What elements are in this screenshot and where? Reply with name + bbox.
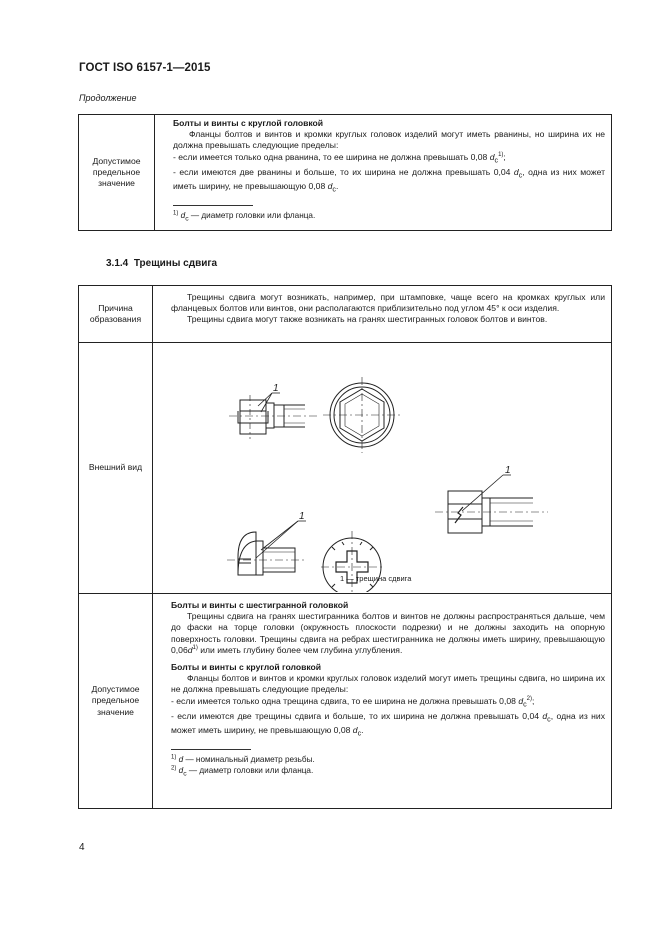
- table1-item-1: - если имеется только одна рванина, то ее ширина не должна превышать 0,08 $d_c^{1)}$;: [173, 151, 506, 165]
- row3-para-round: Фланцы болтов и винтов и кромки круглых головок изделий могут иметь трещины сдвига, но ширина их не должна превышать следующие пределы:: [171, 673, 605, 695]
- table1-item-2: - если имеются две рванины и больше, то их ширина не должна превышать 0,04 $d_c$, одна из них может иметь ширину, не превышающую 0,08 $d_c$.: [173, 166, 606, 195]
- table1-label-cell: [79, 115, 155, 231]
- table-round-head-limits: [78, 114, 612, 231]
- table1-para: Фланцы болтов и винтов и кромки круглых головок изделий могут иметь рванины, но ширина их не должна превышать следующие пределы:: [173, 129, 605, 151]
- row1-label: Причина образования: [89, 302, 142, 324]
- shear-crack-figure: [153, 343, 611, 592]
- row3-label-cell: [79, 594, 153, 809]
- row3-label: Допустимое предельное значение: [91, 684, 140, 717]
- row3-content-cell: [153, 594, 612, 809]
- page-number: 4: [79, 842, 85, 853]
- row3-footnote-1: $^{1)}$ d — номинальный диаметр резьбы.: [171, 754, 315, 765]
- row3-item-1: - если имеется только одна трещина сдвига, то ее ширина не должна превышать 0,08 $d_c^{2)}$;: [171, 695, 535, 709]
- row3-para-hex: Трещины сдвига на гранях шестигранника болтов и винтов не должны распространяться дальше, чем до фаски на торце головки (окружность плоскости подрезки) и не должны заходить на опорную поверхность головки. Трещины сдвига на ребрах шестигранника не должны иметь ширину, превышающую $0,06d^{1)}$ или иметь глубину более чем глубина углубления.: [171, 611, 605, 655]
- pan-head-screw-side-view: [227, 532, 305, 575]
- row1-content-cell: [153, 286, 612, 343]
- flange-bolt-side-view: [229, 395, 318, 439]
- hex-bolt-side-view: [435, 491, 548, 533]
- figure-cell: [153, 343, 612, 594]
- footnote-divider: [173, 205, 253, 206]
- row2-label: Внешний вид: [88, 462, 143, 473]
- row2-label-cell: [79, 343, 153, 594]
- table1-footnote: $^{1)}$ $d_c$ — диаметр головки или фланца.: [173, 210, 316, 224]
- row3-heading-round: Болты и винты с круглой головкой: [171, 662, 322, 673]
- table-shear-cracks: [78, 285, 612, 809]
- table1-content-cell: [155, 115, 612, 231]
- callout-1c-label: 1: [505, 465, 511, 476]
- table1-heading: Болты и винты с круглой головкой: [173, 118, 324, 128]
- row3-heading-hex: Болты и винты с шестигранной головкой: [171, 600, 349, 610]
- document-header: ГОСТ ISO 6157-1—2015: [79, 62, 211, 74]
- footnote-divider-2: [171, 749, 251, 750]
- figure-legend: 1 — трещина сдвига: [340, 574, 412, 583]
- row3-item-2: - если имеются две трещины сдвига и больше, то их ширина не должна превышать 0,04 $d_c$, одна из них может иметь ширину, не превышающую 0,08 $d_c$.: [171, 710, 606, 739]
- callout-1a-label: 1: [273, 383, 279, 394]
- table1-label: Допустимое предельное значение: [92, 155, 141, 189]
- flange-bolt-top-view: [323, 377, 401, 453]
- continuation-label: Продолжение: [79, 93, 137, 103]
- row1-paragraph-2: Трещины сдвига могут также возникать на гранях шестигранных головок болтов и винтов.: [187, 314, 548, 325]
- row1-paragraph-1: Трещины сдвига могут возникать, например, при штамповке, чаще всего на кромках круглых или фланцевых болтов или винтов, они располагаются приблизительно под углом 45° к оси изделия.: [171, 292, 605, 314]
- callout-1b-label: 1: [299, 511, 305, 522]
- row1-label-cell: [79, 286, 153, 343]
- section-heading: 3.1.4 Трещины сдвига: [106, 258, 218, 269]
- callout-1c: [462, 475, 511, 511]
- row3-footnote-2: $^{2)}$ $d_c$ — диаметр головки или фланца.: [171, 765, 314, 779]
